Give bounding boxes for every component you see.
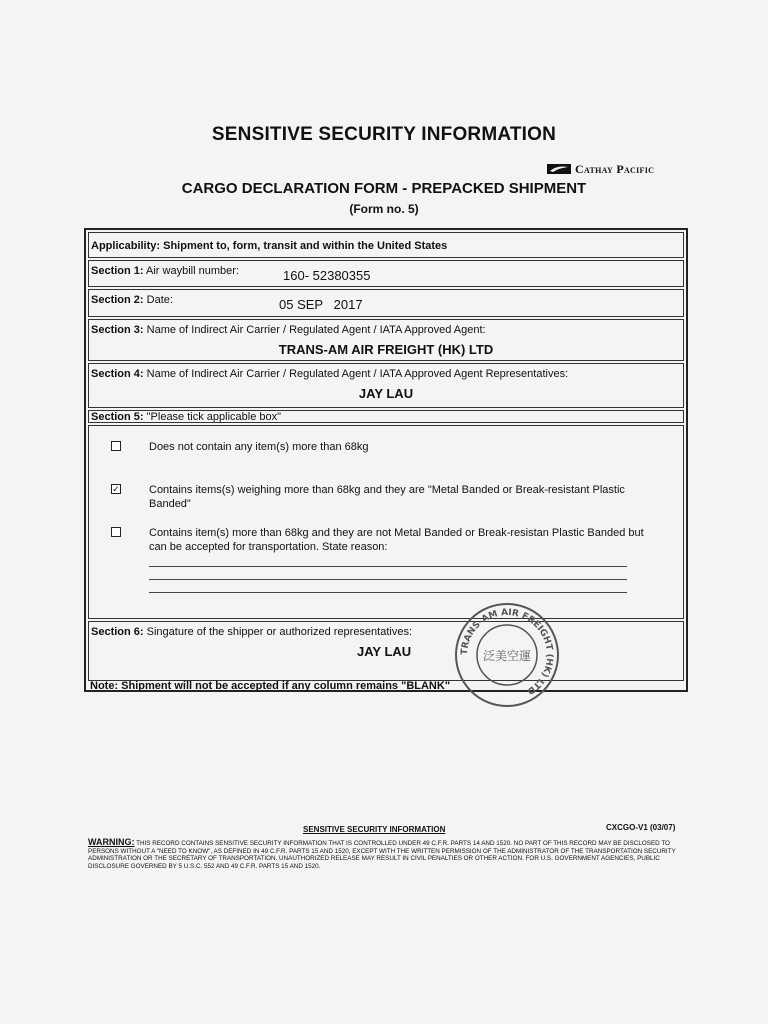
- blank-column-note: Note: Shipment will not be accepted if any column remains "BLANK": [90, 680, 451, 692]
- section4-row: [88, 363, 684, 408]
- footer-ssi-label: SENSITIVE SECURITY INFORMATION: [303, 825, 446, 834]
- form-subtitle: CARGO DECLARATION FORM - PREPACKED SHIPMENT: [181, 180, 587, 197]
- stamp-center-text: 泛美空運: [482, 649, 532, 663]
- brand-name: Cathay Pacific: [575, 161, 655, 176]
- brushwing-logo-icon: [547, 163, 571, 175]
- option1-checkbox[interactable]: [111, 441, 121, 451]
- section5-header-row: [88, 410, 684, 423]
- section3-label: Section 3: Name of Indirect Air Carrier / Regulated Agent / IATA Approved Agent:: [91, 324, 486, 336]
- airline-brand: [547, 160, 654, 178]
- option1-text: Does not contain any item(s) more than 68kg: [149, 441, 369, 453]
- option3-text: Contains item(s) more than 68kg and they are not Metal Banded or Break-resistan Plastic Banded but can be accepted for transportation. State reason:: [149, 527, 644, 553]
- note-row: [88, 680, 684, 692]
- agent-name: TRANS-AM AIR FREIGHT (HK) LTD: [278, 342, 494, 357]
- stamp-ring-text: TRANS-AM AIR FREIGHT (HK) LTD: [459, 607, 555, 696]
- company-seal-stamp: [454, 602, 560, 708]
- section6-row: [88, 621, 684, 681]
- section1-row: [88, 260, 684, 287]
- reason-line[interactable]: [149, 566, 627, 567]
- applicability-row: [88, 232, 684, 258]
- warning-text: THIS RECORD CONTAINS SENSITIVE SECURITY INFORMATION THAT IS CONTROLLED UNDER 49 C.F.R. PARTS 14 AND 1520. NO PART OF THIS RECORD MAY BE DISCLOSED TO PERSONS WITHOUT A "NEED TO KNOW", AS DEFINED IN 49 C.F.R. PARTS 15 AND 1520, EXCEPT WITH THE WRITTEN PERMISSION OF THE ADMINISTRATOR OF THE TRANSPORTATION SECURITY ADMINISTRATION OR THE SECRETARY OF TRANSPORTATION. UNAUTHORIZED RELEASE MAY RESULT IN CIVIL PENALTIES OR OTHER ACTION. FOR U.S. GOVERNMENT AGENCIES, PUBLIC DISCLOSURE GOVERNED BY 5 U.S.C. 552 AND 49 C.F.R. PARTS 15 AND 1520.: [88, 840, 676, 870]
- agent-representative: JAY LAU: [358, 386, 414, 401]
- page-title: SENSITIVE SECURITY INFORMATION: [211, 124, 557, 145]
- section1-label: Section 1: Air waybill number:: [91, 265, 239, 277]
- warning-paragraph: [88, 839, 688, 870]
- form-version-code: CXCGO-V1 (03/07): [606, 823, 676, 832]
- section5-options-area: [88, 425, 684, 619]
- reason-line[interactable]: [149, 592, 627, 593]
- section4-label: Section 4: Name of Indirect Air Carrier / Regulated Agent / IATA Approved Agent Representatives:: [91, 368, 569, 380]
- declaration-date: 05 SEP 2017: [279, 297, 363, 312]
- declaration-form: [84, 228, 688, 692]
- applicability-text: Applicability: Shipment to, form, transit and within the United States: [91, 240, 448, 252]
- section2-row: [88, 289, 684, 317]
- reason-line[interactable]: [149, 579, 627, 580]
- form-number: (Form no. 5): [349, 202, 419, 216]
- warning-label: WARNING:: [88, 837, 135, 847]
- option2-text: Contains items(s) weighing more than 68kg and they are "Metal Banded or Break-resistant Plastic Banded": [149, 484, 625, 510]
- shipper-signature-name: JAY LAU: [357, 644, 412, 659]
- section6-label: Section 6: Singature of the shipper or authorized representatives:: [91, 626, 413, 638]
- section3-row: [88, 319, 684, 361]
- section5-label: Section 5: "Please tick applicable box": [91, 411, 282, 423]
- air-waybill-number: 160- 52380355: [283, 268, 371, 283]
- section2-label: Section 2: Date:: [91, 294, 173, 306]
- option2-checkbox[interactable]: ✓: [112, 484, 120, 494]
- option3-checkbox[interactable]: [111, 527, 121, 537]
